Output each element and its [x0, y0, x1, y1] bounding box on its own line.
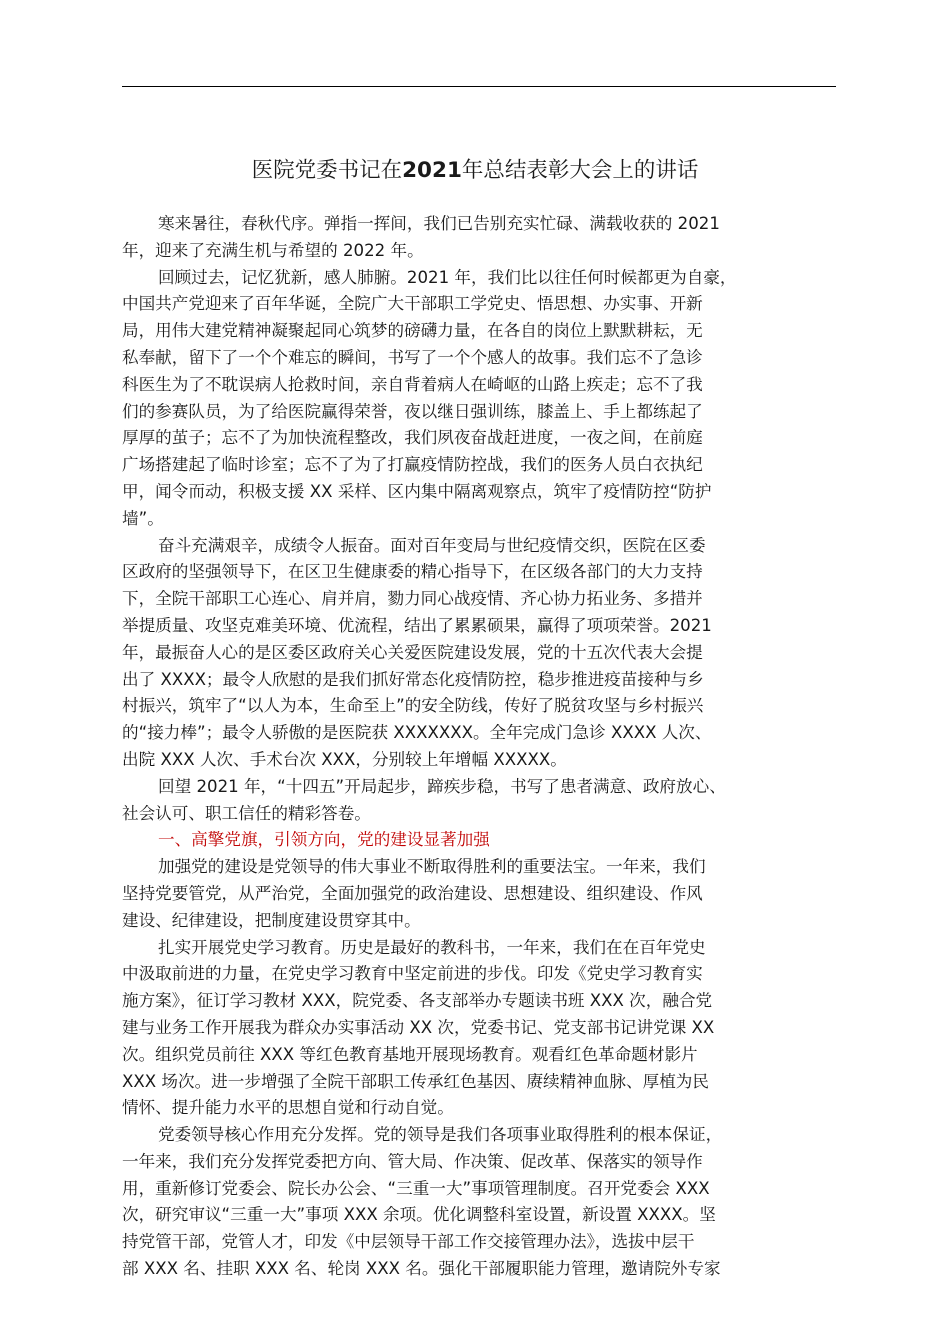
- body-line: 中汲取前进的力量，在党史学习教育中坚定前进的步伐。印发《党史学习教育实: [122, 964, 703, 984]
- body-line: 回顾过去，记忆犹新，感人肺腑。2021 年，我们比以往任何时候都更为自豪，: [158, 267, 737, 287]
- body-line: 厚厚的茧子；忘不了为加快流程整改，我们夙夜奋战赶进度，一夜之间，在前庭: [122, 428, 703, 448]
- body-line: 村振兴，筑牢了“以人为本，生命至上”的安全防线，传好了脱贫攻坚与乡村振兴: [122, 696, 704, 716]
- body-line: 用，重新修订党委会、院长办公会、“三重一大”事项管理制度。召开党委会 XXX: [122, 1178, 710, 1198]
- body-line: 党委领导核心作用充分发挥。党的领导是我们各项事业取得胜利的根本保证，: [158, 1125, 723, 1145]
- body-line: 中国共产党迎来了百年华诞，全院广大干部职工学党史、悟思想、办实事、开新: [122, 294, 703, 314]
- body-line: 科医生为了不耽误病人抢救时间，亲自背着病人在崎岖的山路上疾走；忘不了我: [122, 374, 703, 394]
- body-line: 甲，闻令而动，积极支援 XX 采样、区内集中隔离观察点，筑牢了疫情防控“防护: [122, 481, 712, 501]
- body-line: 举提质量、攻坚克难美环境、优流程，结出了累累硕果，赢得了项项荣誉。2021: [122, 615, 712, 635]
- body-line: 年，最振奋人心的是区委区政府关心关爱医院建设发展，党的十五次代表大会提: [122, 642, 703, 662]
- body-line: 们的参赛队员，为了给医院赢得荣誉，夜以继日强训练，膝盖上、手上都练起了: [122, 401, 703, 421]
- body-line: 回望 2021 年，“十四五”开局起步，蹄疾步稳，书写了患者满意、政府放心、: [158, 776, 726, 796]
- body-line: 私奉献，留下了一个个难忘的瞬间，书写了一个个感人的故事。我们忘不了急诊: [122, 347, 703, 367]
- body-line: XXX 场次。进一步增强了全院干部职工传承红色基因、赓续精神血脉、厚植为民: [122, 1071, 709, 1091]
- body-line: 建与业务工作开展我为群众办实事活动 XX 次，党委书记、党支部书记讲党课 XX: [122, 1017, 715, 1037]
- body-line: 次。组织党员前往 XXX 等红色教育基地开展现场教育。观看红色革命题材影片: [122, 1044, 698, 1064]
- body-line: 建设、纪律建设，把制度建设贯穿其中。: [122, 910, 421, 930]
- body-line: 一年来，我们充分发挥党委把方向、管大局、作决策、促改革、保落实的领导作: [122, 1151, 703, 1171]
- body-line: 下，全院干部职工心连心、肩并肩，勠力同心战疫情、齐心协力拓业务、多措并: [122, 589, 703, 609]
- document-title: [0, 154, 950, 188]
- body-line: 寒来暑往，春秋代序。弹指一挥间，我们已告别充实忙碌、满载收获的 2021: [158, 214, 720, 233]
- body-line: 出了 XXXX；最令人欣慰的是我们抓好常态化疫情防控，稳步推进疫苗接种与乡: [122, 669, 704, 689]
- body-line: 持党管干部，党管人才，印发《中层领导干部工作交接管理办法》，选拔中层干: [122, 1232, 695, 1252]
- body-line: 出院 XXX 人次、手术台次 XXX，分别较上年增幅 XXXXX。: [122, 749, 567, 769]
- title-suffix: 年总结表彰大会上的讲话: [461, 158, 699, 183]
- body-line: 加强党的建设是党领导的伟大事业不断取得胜利的重要法宝。一年来，我们: [158, 857, 706, 877]
- title-year: 2021: [402, 158, 462, 183]
- body-line: 奋斗充满艰辛，成绩令人振奋。面对百年变局与世纪疫情交织，医院在区委: [158, 535, 706, 555]
- body-line: 的“接力棒”；最令人骄傲的是医院获 XXXXXXX。全年完成门急诊 XXXX 人次、: [122, 723, 712, 743]
- body-line: 施方案》，征订学习教材 XXX，院党委、各支部举办专题读书班 XXX 次，融合党: [122, 991, 713, 1011]
- body-line: 局，用伟大建党精神凝聚起同心筑梦的磅礴力量，在各自的岗位上默默耕耘，无: [122, 321, 703, 341]
- section-heading: 一、高擎党旗，引领方向，党的建设显著加强: [158, 830, 490, 850]
- body-line: 社会认可、职工信任的精彩答卷。: [122, 803, 371, 823]
- body-line: 情怀、提升能力水平的思想自觉和行动自觉。: [122, 1098, 454, 1118]
- body-line: 坚持党要管党，从严治党，全面加强党的政治建设、思想建设、组织建设、作风: [122, 883, 703, 903]
- body-line: 次，研究审议“三重一大”事项 XXX 余项。优化调整科室设置，新设置 XXXX。坚: [122, 1205, 716, 1225]
- title-prefix: 医院党委书记在: [251, 158, 403, 183]
- body-line: 广场搭建起了临时诊室；忘不了为了打赢疫情防控战，我们的医务人员白衣执纪: [122, 455, 703, 475]
- body-line: 扎实开展党史学习教育。历史是最好的教科书，一年来，我们在在百年党史: [158, 937, 706, 957]
- body-line: 区政府的坚强领导下，在区卫生健康委的精心指导下，在区级各部门的大力支持: [122, 562, 703, 582]
- header-rule: [122, 86, 836, 87]
- document-body: [122, 211, 862, 1283]
- body-line: 墙”。: [122, 508, 164, 528]
- body-line: 年，迎来了充满生机与希望的 2022 年。: [122, 240, 424, 260]
- body-line: 部 XXX 名、挂职 XXX 名、轮岗 XXX 名。强化干部履职能力管理，邀请院外专家: [122, 1259, 721, 1279]
